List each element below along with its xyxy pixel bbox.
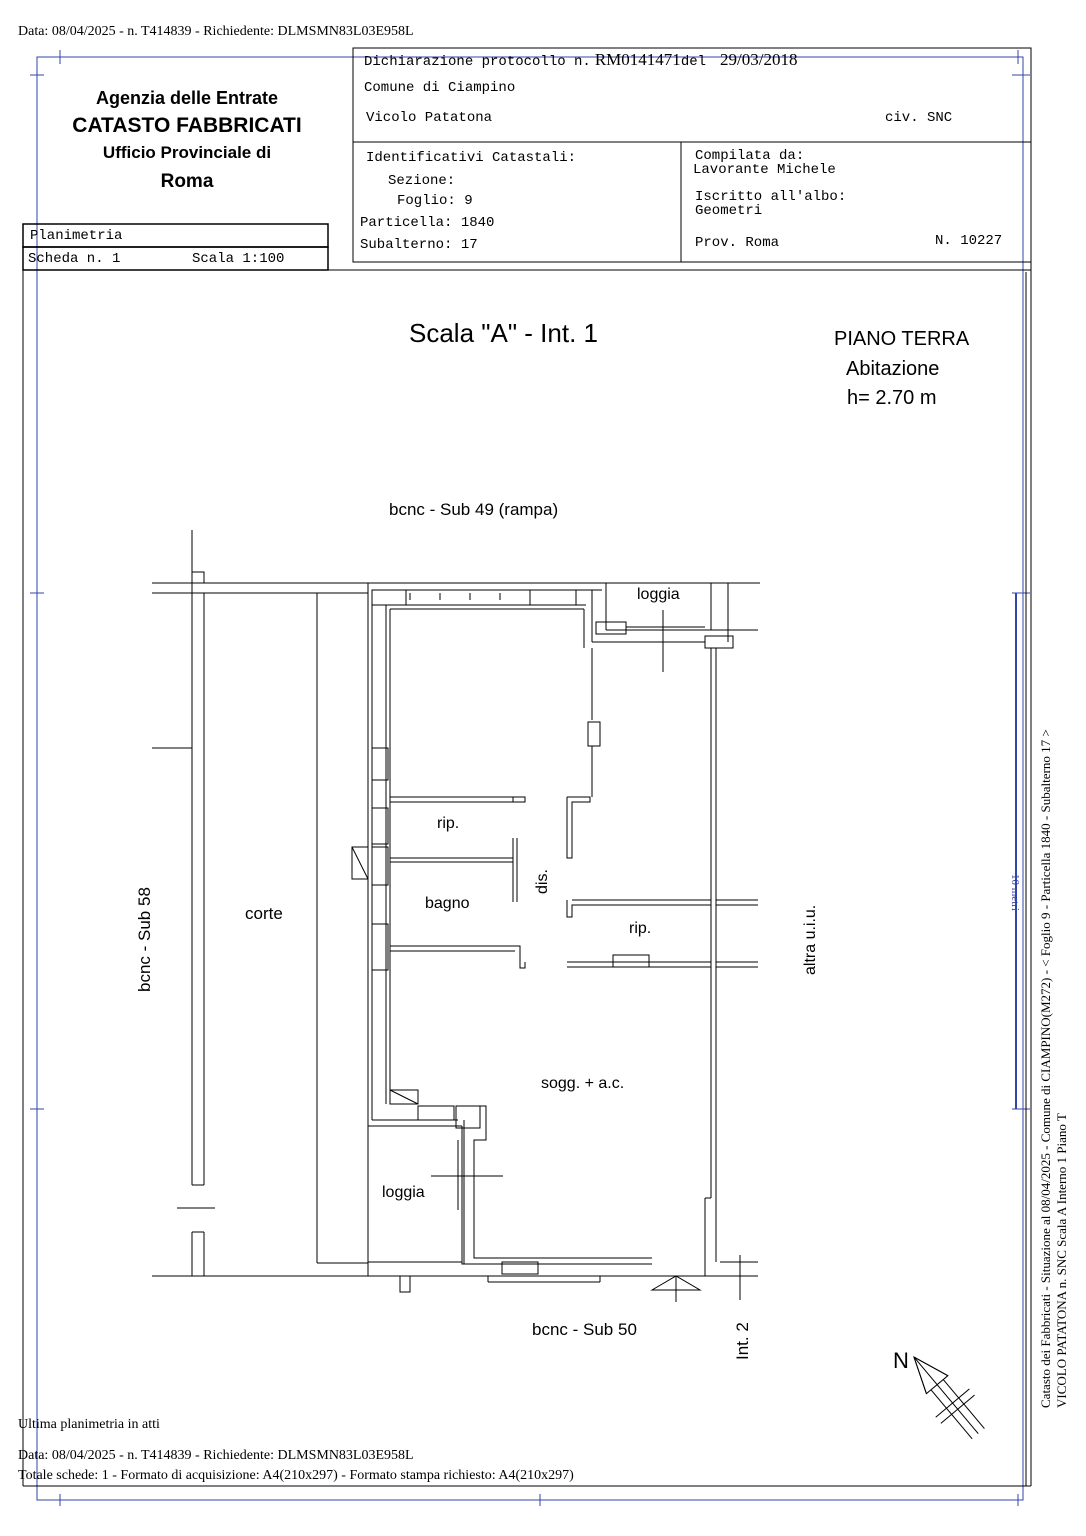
label-corte: corte xyxy=(245,904,283,923)
albo: Geometri xyxy=(695,203,763,219)
declaration-del: del xyxy=(680,54,707,70)
register-number: N. 10227 xyxy=(935,233,1003,249)
street: Vicolo Patatona xyxy=(366,110,493,126)
label-rip-1: rip. xyxy=(437,815,460,832)
label-soggiorno: sogg. + a.c. xyxy=(541,1075,625,1092)
compiled-label: Compilata da: xyxy=(695,148,805,164)
label-rip-2: rip. xyxy=(629,920,652,937)
label-loggia-top: loggia xyxy=(637,586,680,603)
label-bcnc-sub58: bcnc - Sub 58 xyxy=(135,887,154,992)
office-city: Roma xyxy=(160,171,214,192)
north-arrow xyxy=(897,1343,995,1448)
label-dis: dis. xyxy=(534,869,551,894)
height-label: h= 2.70 m xyxy=(847,387,937,409)
scale-mark: 10 metri xyxy=(1009,874,1021,911)
catasto-title: CATASTO FABBRICATI xyxy=(72,114,302,137)
office-block xyxy=(22,84,352,196)
declaration-label: Dichiarazione protocollo n. xyxy=(364,54,591,70)
header-boxes xyxy=(23,48,1031,1486)
sheet-number: Scheda n. 1 xyxy=(28,251,121,267)
declaration-date: 29/03/2018 xyxy=(720,50,798,69)
particella: Particella: 1840 xyxy=(360,215,495,231)
footer-last-plan: Ultima planimetria in atti xyxy=(18,1417,160,1432)
label-bcnc-sub50: bcnc - Sub 50 xyxy=(532,1320,637,1339)
label-bcnc-sub49: bcnc - Sub 49 (rampa) xyxy=(389,500,559,519)
use-label: Abitazione xyxy=(846,358,940,380)
footer-request-line: Data: 08/04/2025 - n. T414839 - Richiedente: DLMSMN83L03E958L xyxy=(18,1448,414,1463)
north-label: N xyxy=(893,1348,909,1373)
label-bagno: bagno xyxy=(425,895,470,912)
floor-label: PIANO TERRA xyxy=(834,328,970,350)
civic-number: civ. SNC xyxy=(885,110,953,126)
request-line: Data: 08/04/2025 - n. T414839 - Richiedente: DLMSMN83L03E958L xyxy=(18,24,414,39)
label-int-2: Int. 2 xyxy=(733,1322,752,1360)
sezione: Sezione: xyxy=(388,173,456,189)
footer-totals: Totale schede: 1 - Formato di acquisizione: A4(210x297) - Formato stampa richiesto: A4(210x297) xyxy=(18,1468,574,1483)
sheet-type: Planimetria xyxy=(30,228,123,244)
declaration-line xyxy=(364,50,797,70)
floor-plan xyxy=(152,530,995,1448)
label-loggia-bottom: loggia xyxy=(382,1184,425,1201)
side-note-line-2: VICOLO PATATONA n. SNC Scala A Interno 1 Piano T xyxy=(1054,1113,1069,1408)
side-note-line-1: Catasto dei Fabbricati - Situazione al 08/04/2025 - Comune di CIAMPINO(M272) - < Foglio 9 - Particella 1840 - Subalterno 17 > xyxy=(1038,729,1053,1408)
declaration-number: RM0141471 xyxy=(594,50,681,69)
compiler-name: Lavorante Michele xyxy=(693,162,836,178)
office-subtitle: Ufficio Provinciale di xyxy=(102,143,272,162)
sheet-scale: Scala 1:100 xyxy=(192,251,285,267)
foglio: Foglio: 9 xyxy=(397,193,473,209)
identifiers-title: Identificativi Catastali: xyxy=(366,150,577,166)
plan-title: Scala "A" - Int. 1 xyxy=(409,318,598,348)
agency-name: Agenzia delle Entrate xyxy=(95,88,279,108)
subalterno: Subalterno: 17 xyxy=(360,237,478,253)
label-altra-uiu: altra u.i.u. xyxy=(802,904,819,975)
comune: Comune di Ciampino xyxy=(364,80,516,96)
albo-label: Iscritto all'albo: xyxy=(695,189,847,205)
province: Prov. Roma xyxy=(695,235,780,251)
side-note xyxy=(1038,729,1070,1408)
registration-frame xyxy=(30,50,1030,1506)
